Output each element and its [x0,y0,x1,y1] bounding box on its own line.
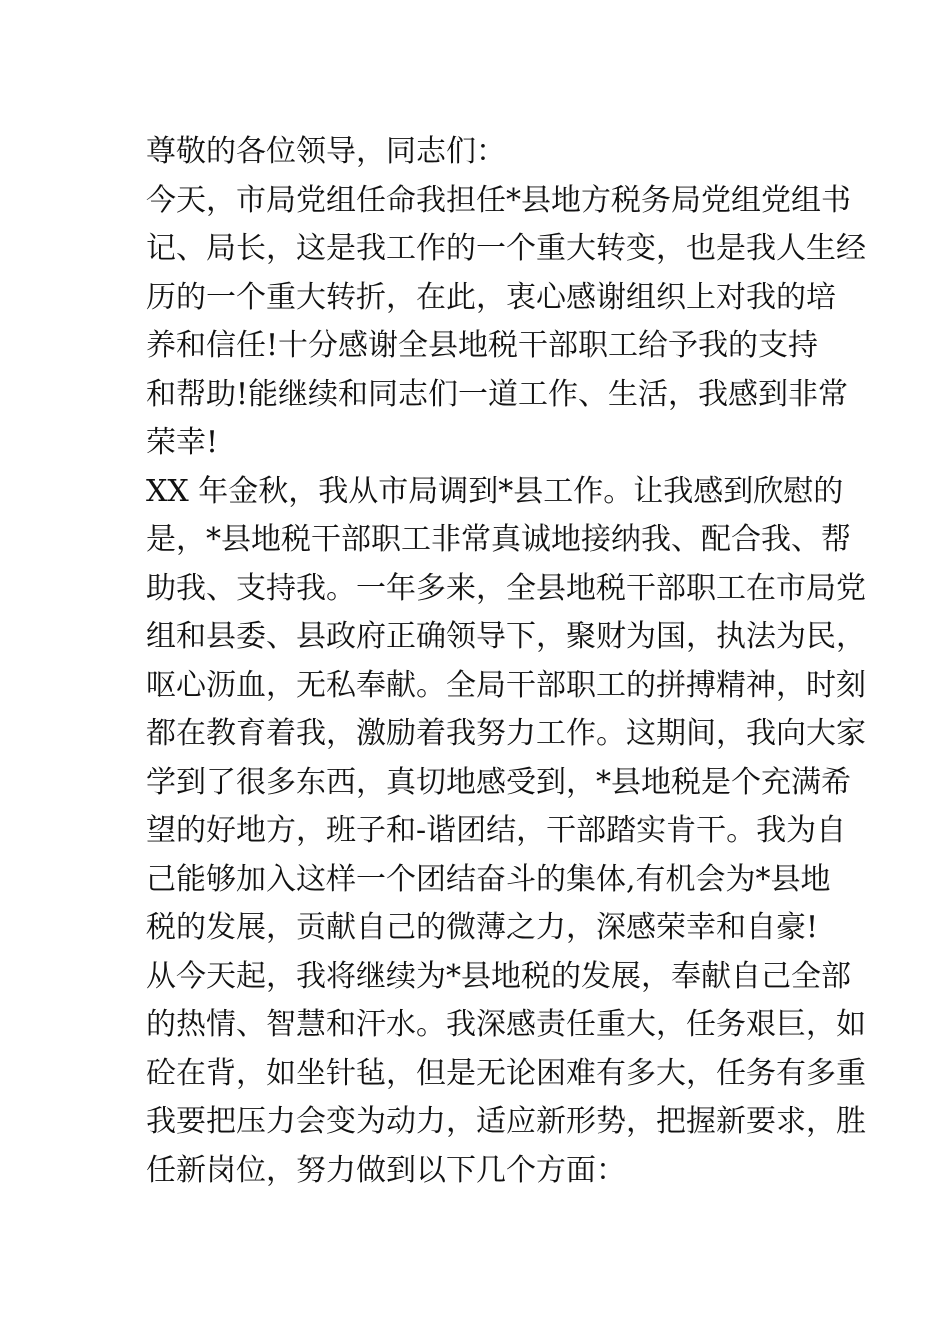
text-line: 的热情、智慧和汗水。我深感责任重大，任务艰巨，如 [146,1007,866,1042]
text-line: 是，*县地税干部职工非常真诚地接纳我、配合我、帮 [146,522,851,557]
text-line: 税的发展，贡献自己的微薄之力，深感荣幸和自豪! [146,910,819,945]
text-line: 历的一个重大转折，在此，衷心感谢组织上对我的培 [146,279,836,315]
text-line: XX 年金秋，我从市局调到*县工作。让我感到欣慰的 [146,473,844,509]
text-line: 任新岗位，努力做到以下几个方面： [146,1152,626,1188]
text-line: 养和信任!十分感谢全县地税干部职工给予我的支持 [146,328,819,363]
text-line: 学到了很多东西，真切地感受到，*县地税是个充满希 [146,764,851,800]
text-line: 荣幸! [146,425,219,460]
text-line: 和帮助!能继续和同志们一道工作、生活，我感到非常 [146,376,849,412]
text-line: 我要把压力会变为动力，适应新形势，把握新要求，胜 [146,1104,866,1139]
text-line: 呕心沥血，无私奉献。全局干部职工的拼搏精神，时刻 [146,667,866,703]
text-line: 望的好地方，班子和-谐团结，干部踏实肯干。我为自 [146,813,847,848]
speech-text [146,128,866,1195]
text-line: 组和县委、县政府正确领导下，聚财为国，执法为民， [146,619,866,654]
text-line: 记、局长，这是我工作的一个重大转变，也是我人生经 [146,231,866,266]
text-line: 今天，市局党组任命我担任*县地方税务局党组党组书 [146,182,851,218]
text-line-salutation: 尊敬的各位领导，同志们： [146,134,506,169]
text-line: 助我、支持我。一年多来，全县地税干部职工在市局党 [146,570,866,606]
text-line: 都在教育着我，激励着我努力工作。这期间，我向大家 [146,716,866,751]
text-line: 砼在背，如坐针毡，但是无论困难有多大，任务有多重 [146,1055,866,1091]
text-line: 从今天起，我将继续为*县地税的发展，奉献自己全部 [146,958,851,994]
text-line: 己能够加入这样一个团结奋斗的集体,有机会为*县地 [146,861,831,897]
